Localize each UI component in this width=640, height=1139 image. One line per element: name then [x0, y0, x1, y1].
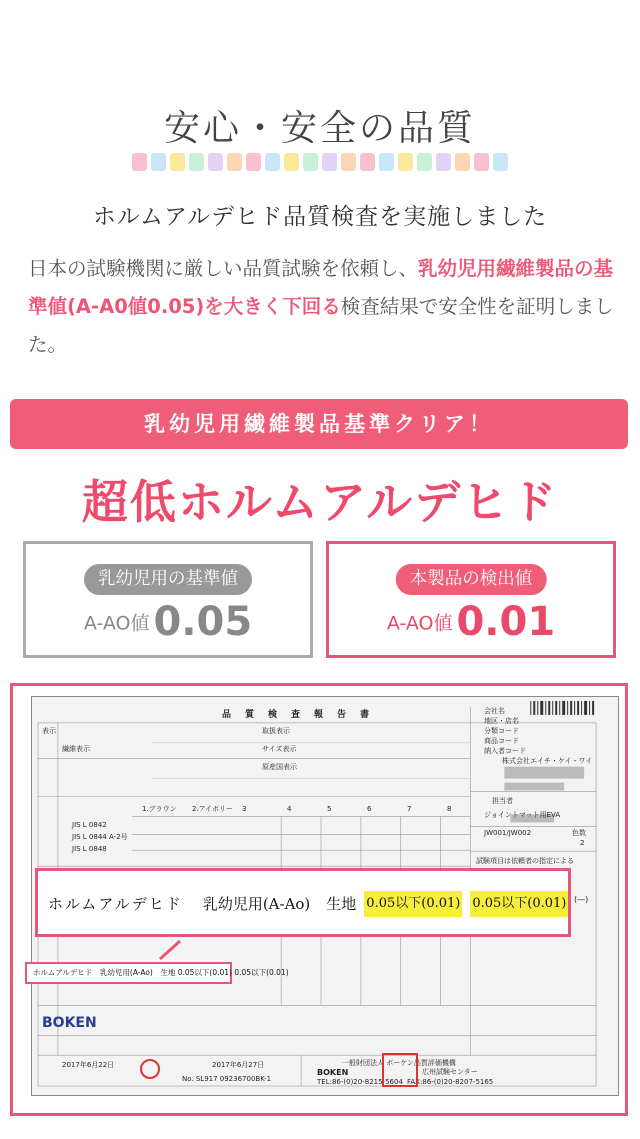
low-formaldehyde-heading: 超低ホルムアルデヒド: [81, 475, 559, 529]
standard-clear-banner: 乳幼児用繊維製品基準クリア！: [10, 399, 628, 449]
boken-logo: BOKEN: [42, 1015, 97, 1031]
intro-highlight: 乳幼児用繊維製品の基準値(A-A0値0.05)を大きく下回る: [28, 257, 614, 318]
zoom-item: ホルムアルデヒド: [48, 895, 183, 913]
report-fax: FAX:86-(0)20-8207-5165: [407, 1078, 494, 1086]
pastel-tile: [208, 153, 223, 171]
report-color-col: 2.アイボリー: [192, 805, 234, 813]
report-right-cell: 地区・店名: [484, 717, 519, 725]
report-right-cell: 担当者: [492, 797, 513, 805]
report-color-col: 4: [287, 805, 292, 813]
pastel-tile: [151, 153, 166, 171]
report-dash: (—): [574, 895, 589, 904]
pastel-tile: [303, 153, 318, 171]
zoom-result-2: 0.05以下(0.01): [470, 891, 568, 917]
pastel-tile: [360, 153, 375, 171]
zoom-result-1: 0.05以下(0.01): [364, 891, 462, 917]
report-right-cell: 色数: [572, 829, 586, 837]
report-right-cell: 分類コード: [484, 727, 519, 735]
pastel-tile: [322, 153, 337, 171]
standard-value-pill: 乳幼児用の基準値: [84, 564, 252, 595]
report-title: 品質検査報告書: [222, 710, 384, 720]
report-org: 一般財団法人 ボーケン品質評価機構: [342, 1059, 456, 1067]
pastel-tile: [417, 153, 432, 171]
report-right-cell: 会社名: [484, 707, 505, 715]
report-tel: TEL:86-(0)20-8215-5604: [317, 1078, 403, 1086]
org-stamp-icon: [382, 1053, 418, 1087]
report-color-col: 8: [447, 805, 452, 813]
seal-stamp-icon: [140, 1059, 160, 1079]
product-value-number: 0.01: [456, 599, 556, 645]
report-color-col: 6: [367, 805, 372, 813]
pastel-tile: [493, 153, 508, 171]
report-brand: BOKEN: [317, 1068, 349, 1077]
report-color-col: 3: [242, 805, 247, 813]
pastel-tile: [227, 153, 242, 171]
pastel-tile: [379, 153, 394, 171]
pastel-pattern-divider: [130, 151, 510, 173]
intro-paragraph: [28, 250, 618, 364]
pastel-tile: [246, 153, 261, 171]
intro-text-1: 日本の試験機関に厳しい品質試験を依頼し、: [28, 257, 419, 280]
pastel-tile: [436, 153, 451, 171]
zoom-callout: [35, 868, 571, 937]
zoom-source-highlight: ホルムアルデヒド 乳幼児用(A-Ao) 生地 0.05以下(0.01) 0.05以下(0.01): [25, 962, 232, 984]
intro-text-2: 検査結果で安全性を証明しました。: [28, 295, 614, 356]
report-row-label: サイズ表示: [262, 745, 297, 753]
report-right-cell: 納入者コード: [484, 747, 526, 755]
standard-value-number: 0.05: [153, 599, 253, 645]
report-row-label: 繊維表示: [62, 745, 90, 753]
section-subtitle: ホルムアルデヒド品質検査を実施しました: [92, 204, 548, 230]
pastel-tile: [284, 153, 299, 171]
zoom-standard: 乳幼児用(A-Ao): [202, 895, 311, 913]
report-row-label: 取扱表示: [262, 727, 290, 735]
pastel-tile: [341, 153, 356, 171]
product-value-label: A-AO値: [386, 612, 453, 635]
pastel-tile: [265, 153, 280, 171]
report-issue-date: 2017年6月22日: [62, 1061, 115, 1069]
report-jis: JIS L 0844 A-2号: [72, 833, 128, 841]
report-branch: 広州試験センター: [422, 1068, 478, 1076]
zoom-pointer-icon: [158, 937, 182, 961]
pastel-tile: [398, 153, 413, 171]
report-right-cell: 試験項目は依頼者の指定による: [476, 857, 574, 865]
report-row-label: 表示: [42, 727, 56, 735]
report-color-col: 7: [407, 805, 412, 813]
pastel-tile: [455, 153, 470, 171]
page-title: 安心・安全の品質: [163, 108, 476, 149]
report-color-col: 1.ブラウン: [142, 805, 177, 813]
report-right-cell: JW001/JW002: [484, 829, 532, 837]
report-color-col: 5: [327, 805, 332, 813]
standard-value-box: [23, 541, 313, 658]
pastel-tile: [474, 153, 489, 171]
report-number: No. SL917 09236700BK-1: [182, 1075, 272, 1083]
product-value-box: [326, 541, 616, 658]
report-jis: JIS L 0848: [72, 845, 107, 853]
pastel-tile: [132, 153, 147, 171]
product-value-pill: 本製品の検出値: [396, 564, 547, 595]
report-right-cell: 2: [580, 839, 585, 847]
report-right-cell: 商品コード: [484, 737, 519, 745]
report-jis: JIS L 0842: [72, 821, 107, 829]
zoom-material: 生地: [326, 895, 357, 913]
pastel-tile: [189, 153, 204, 171]
report-row-label: 原産国表示: [262, 763, 297, 771]
pastel-tile: [170, 153, 185, 171]
report-right-cell: ジョイントマット用EVA: [484, 811, 561, 819]
standard-value-label: A-AO値: [83, 612, 150, 635]
report-date: 2017年6月27日: [212, 1061, 265, 1069]
report-right-cell: 株式会社エイチ・ケイ・ワイ: [502, 757, 593, 765]
